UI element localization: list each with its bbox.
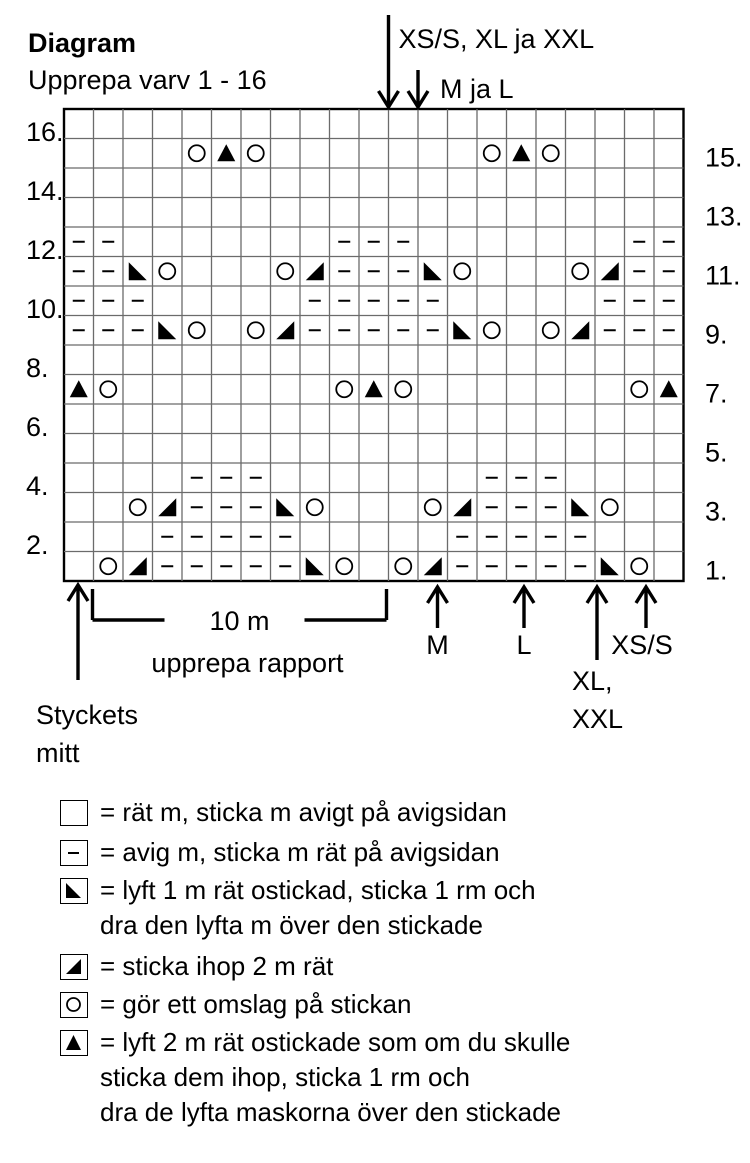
row-label-right: 15. <box>705 142 743 173</box>
label-xs-xl-xxl: XS/S, XL ja XXL <box>398 24 595 54</box>
row-label-right: 7. <box>705 378 728 409</box>
ssk-triangle-icon <box>60 878 88 904</box>
label-xl-xxl-line: XXL <box>572 704 624 734</box>
legend-text: = avig m, sticka m rät på avigsidan <box>100 837 500 867</box>
label-m: M <box>426 630 449 660</box>
row-label-right: 13. <box>705 201 743 232</box>
row-label-right: 3. <box>705 496 728 527</box>
legend-text: = lyft 1 m rät ostickad, sticka 1 rm och dra den lyfta m över den stickade <box>100 875 536 940</box>
label-center-line: Styckets <box>36 700 139 730</box>
row-label-right: 1. <box>705 555 728 586</box>
label-xl-xxl-line: XL, <box>572 666 613 696</box>
row-label-left: 16. <box>26 117 64 147</box>
legend-item-blank <box>60 797 507 830</box>
k2tog-triangle-icon <box>60 954 88 980</box>
legend-text: = rät m, sticka m avigt på avigsidan <box>100 797 507 827</box>
diagram-title: Diagram <box>28 28 137 58</box>
label-xs-s: XS/S <box>611 630 673 660</box>
row-label-left: 4. <box>26 471 49 501</box>
legend-item-k2tog <box>60 951 334 984</box>
legend-text: = lyft 2 m rät ostickade som om du skulle sticka dem ihop, sticka 1 rm och dra de lyfta maskorna över den stickade <box>100 1027 571 1127</box>
row-label-left: 14. <box>26 176 64 206</box>
legend-item-triangle <box>60 1027 571 1130</box>
legend-item-yarnover <box>60 989 412 1022</box>
row-label-right: 5. <box>705 437 728 468</box>
repeat-count-label: 10 m <box>209 606 270 636</box>
dash-icon <box>60 840 88 866</box>
row-label-left: 6. <box>26 412 49 442</box>
blank-square-icon <box>60 800 88 826</box>
label-center-line: mitt <box>36 738 80 768</box>
row-label-left: 2. <box>26 530 49 560</box>
row-label-left: 10. <box>26 294 64 324</box>
legend-text: = gör ett omslag på stickan <box>100 989 412 1019</box>
repeat-text-label: upprepa rapport <box>151 648 344 678</box>
triangle-up-icon <box>60 1030 88 1056</box>
legend-item-dash <box>60 837 500 870</box>
row-label-right: 9. <box>705 319 728 350</box>
label-l: L <box>516 630 532 660</box>
row-label-right: 11. <box>705 260 741 291</box>
legend-item-ssk <box>60 875 536 943</box>
label-m-l: M ja L <box>440 74 514 104</box>
label-xl-xxl <box>572 666 623 734</box>
diagram-subtitle: Upprepa varv 1 - 16 <box>28 65 267 95</box>
yarnover-circle-icon <box>60 992 88 1018</box>
chart-grid <box>64 109 684 581</box>
row-label-left: 8. <box>26 353 49 383</box>
label-center <box>36 700 138 768</box>
legend-text: = sticka ihop 2 m rät <box>100 951 334 981</box>
row-label-left: 12. <box>26 235 64 265</box>
